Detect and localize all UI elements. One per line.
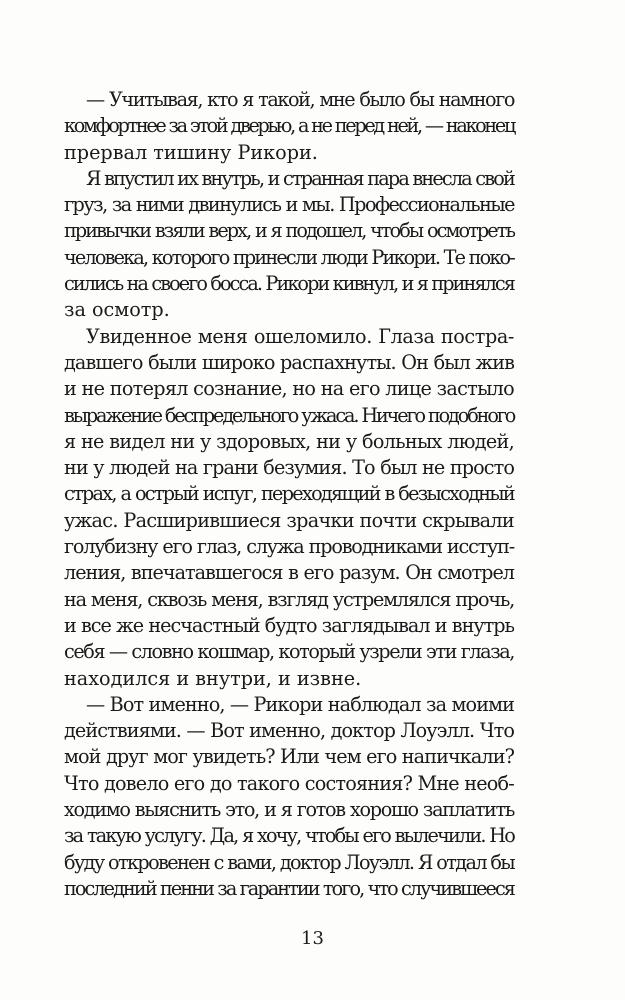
text-line: прервал тишину Рикори.: [64, 140, 318, 164]
text-line: действиями. — Вот именно, доктор Лоуэлл. Что: [64, 719, 514, 743]
body-text: [64, 87, 514, 902]
text-line: Что довело его до такого состояния? Мне необ-: [64, 771, 514, 795]
text-line: за такую услугу. Да, я хочу, чтобы его вылечили. Но: [64, 824, 514, 848]
text-line: ни у людей на грани безумия. То был не просто: [64, 456, 514, 480]
text-line: ужас. Расширившиеся зрачки почти скрывали: [64, 508, 514, 532]
page-number: 13: [301, 928, 324, 949]
text-line: буду откровенен с вами, доктор Лоуэлл. Я отдал бы: [64, 850, 515, 874]
text-line: комфортнее за этой дверью, а не перед ней, — наконец: [64, 114, 514, 138]
text-line: Увиденное меня ошеломило. Глаза постра-: [86, 324, 514, 348]
text-line: последний пенни за гарантии того, что случившееся: [64, 876, 514, 900]
text-line: сились на своего босса. Рикори кивнул, и я принялся: [64, 272, 514, 296]
text-line: привычки взяли верх, и я подошел, чтобы осмотреть: [64, 219, 514, 243]
text-line: мой друг мог увидеть? Или чем его напичкали?: [64, 745, 514, 769]
text-line: и не потерял сознание, но на его лице застыло: [64, 377, 514, 401]
text-line: Я впустил их внутрь, и странная пара внесла свой: [86, 166, 514, 190]
text-line: голубизну его глаз, служа проводниками исступ-: [64, 535, 514, 559]
text-line: ления, впечатавшегося в его разум. Он смотрел: [64, 561, 514, 585]
text-line: за осмотр.: [64, 298, 170, 322]
text-line: давшего были широко распахнуты. Он был жив: [64, 350, 514, 374]
text-line: себя — словно кошмар, который узрели эти глаза,: [64, 640, 514, 664]
text-line: на меня, сквозь меня, взгляд устремлялся прочь,: [64, 587, 514, 611]
text-line: я не видел ни у здоровых, ни у больных людей,: [64, 429, 514, 453]
text-line: выражение беспредельного ужаса. Ничего подобного: [64, 403, 515, 427]
text-line: и все же несчастный будто заглядывал и внутрь: [64, 613, 514, 637]
text-line: человека, которого принесли люди Рикори. Те поко-: [64, 245, 514, 269]
text-line: ходимо выяснить это, и я готов хорошо заплатить: [64, 798, 514, 822]
text-line: находился и внутри, и извне.: [64, 666, 362, 690]
text-line: — Учитывая, кто я такой, мне было бы намного: [86, 88, 514, 111]
text-line: груз, за ними двинулись и мы. Профессиональные: [64, 193, 514, 217]
text-line: страх, а острый испуг, переходящий в безысходный: [64, 482, 514, 506]
text-line: — Вот именно, — Рикори наблюдал за моими: [86, 692, 514, 716]
